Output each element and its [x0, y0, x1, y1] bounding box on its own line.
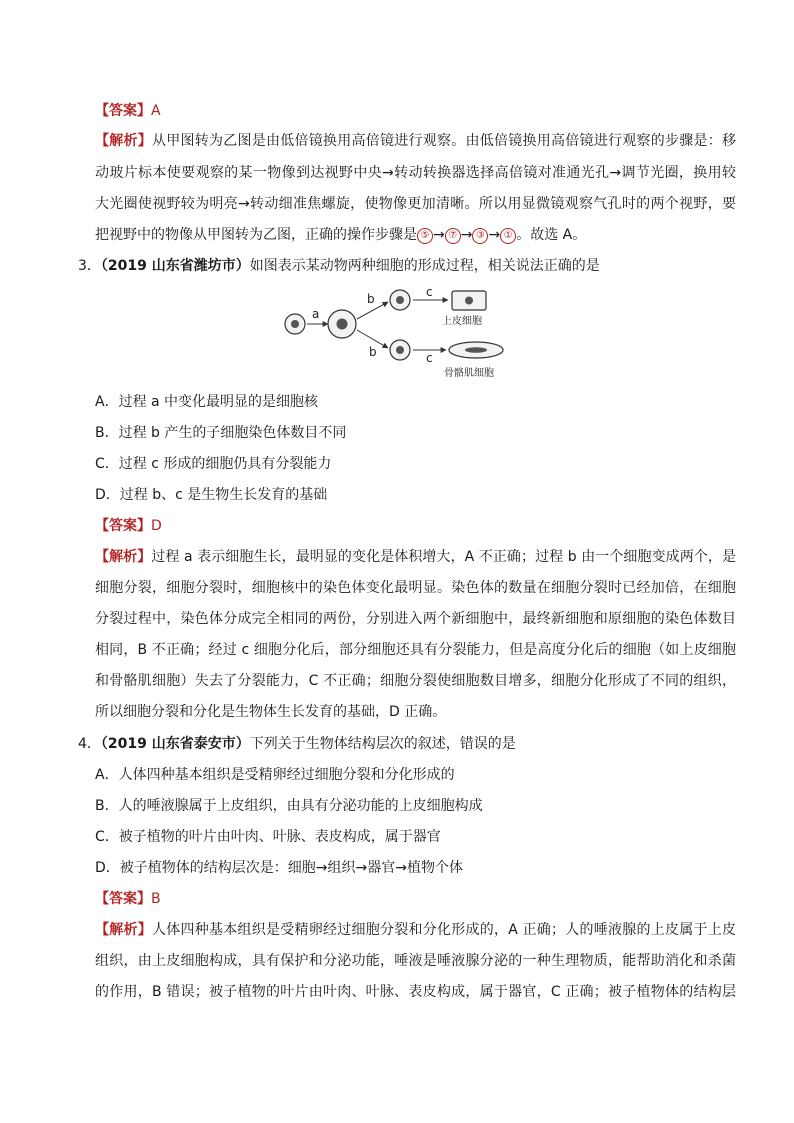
skeletal-muscle-cell [449, 342, 503, 358]
q4-option-d: D．被子植物体的结构层次是：细胞→组织→器官→植物个体 [95, 860, 463, 876]
q2-answer-line [95, 101, 736, 121]
analysis-label: 【解析】 [95, 549, 152, 565]
q3-option-a: A．过程 a 中变化最明显的是细胞核 [95, 394, 319, 410]
q3-option-d: D．过程 b、c 是生物生长发育的基础 [95, 487, 328, 503]
epithelial-cell-label: 上皮细胞 [442, 316, 482, 327]
q4-source: （2019 山东省泰安市） [100, 736, 250, 752]
q2-analysis-line-3: 大光圈使视野较为明亮→转动细准焦螺旋，使物像更加清晰。所以用显微镜观察气孔时的两个视野，要 [95, 196, 736, 212]
answer-label: 【答案】 [95, 891, 151, 907]
label-a: a [312, 307, 320, 321]
analysis-label: 【解析】 [95, 922, 152, 938]
q3-stem [78, 256, 736, 276]
answer-label: 【答案】 [95, 518, 151, 534]
q3-analysis-line-6: 所以细胞分裂和分化是生物体生长发育的基础，D 正确。 [95, 704, 447, 720]
q3-analysis-line-2: 细胞分裂，细胞分裂时，细胞核中的染色体变化最明显。染色体的数量在细胞分裂时已经加倍，在细胞 [95, 580, 736, 596]
q4-option-a: A．人体四种基本组织是受精卵经过细胞分裂和分化形成的 [95, 767, 455, 783]
daughter-cell-top [390, 290, 410, 310]
label-c-top: c [426, 286, 433, 299]
answer-label: 【答案】 [95, 103, 151, 119]
analysis-label: 【解析】 [95, 133, 152, 149]
q4-number: 4． [78, 736, 101, 752]
q4-option-c: C．被子植物的叶片由叶肉、叶脉、表皮构成，属于器官 [95, 829, 441, 845]
daughter-cell-bottom [390, 340, 410, 360]
q3-analysis-line-5: 和骨骼肌细胞）失去了分裂能力，C 不正确；细胞分裂使细胞数目增多，细胞分化形成了不同的组织， [95, 673, 736, 689]
q4-analysis-line-1: 【解析】人体四种基本组织是受精卵经过细胞分裂和分化形成的，A 正确；人的唾液腺的上皮属于上皮 [95, 922, 736, 938]
initial-cell [285, 314, 305, 334]
q3-analysis-line-1: 【解析】过程 a 表示细胞生长，最明显的变化是体积增大，A 不正确；过程 b 由一个细胞变成两个，是 [95, 549, 736, 565]
q3-number: 3． [78, 258, 101, 274]
q4-stem [78, 734, 736, 754]
q3-answer-line [95, 516, 736, 536]
q3-analysis-line-4: 相同，B 不正确；经过 c 细胞分化后，部分细胞还具有分裂能力，但是高度分化后的细胞（如上皮细胞 [95, 642, 736, 658]
q2-analysis-line-1: 【解析】从甲图转为乙图是由低倍镜换用高倍镜进行观察。由低倍镜换用高倍镜进行观察的步骤是：移 [95, 133, 736, 149]
q3-text: 如图表示某动物两种细胞的形成过程，相关说法正确的是 [249, 258, 600, 274]
q3-source: （2019 山东省潍坊市） [100, 258, 250, 274]
q4-option-b: B．人的唾液腺属于上皮组织，由具有分泌功能的上皮细胞构成 [95, 798, 483, 814]
q3-option-b: B．过程 b 产生的子细胞染色体数目不同 [95, 425, 347, 441]
q3-answer: D [151, 518, 162, 534]
q4-analysis-line-2: 组织，由上皮细胞构成，具有保护和分泌功能，唾液是唾液腺分泌的一种生理物质，能帮助消化和杀菌 [95, 953, 736, 969]
grown-cell [328, 310, 356, 338]
q4-answer-line [95, 889, 736, 909]
label-b-top: b [367, 292, 375, 306]
q4-text: 下列关于生物体结构层次的叙述，错误的是 [249, 736, 516, 752]
label-b-bottom: b [369, 345, 377, 359]
q3-option-c: C．过程 c 形成的细胞仍具有分裂能力 [95, 456, 332, 472]
skeletal-muscle-cell-label: 骨骼肌细胞 [444, 368, 494, 379]
q2-answer: A [151, 103, 161, 119]
cell-formation-diagram [280, 286, 520, 386]
q3-analysis-line-3: 分裂过程中，染色体分成完全相同的两份，分别进入两个新细胞中，最终新细胞和原细胞的染色体数目 [95, 611, 736, 627]
q4-analysis-line-3: 的作用，B 错误；被子植物的叶片由叶肉、叶脉、表皮构成，属于器官，C 正确；被子植物体的结构层 [95, 984, 736, 1000]
epithelial-cell [452, 291, 486, 310]
q2-analysis-line-4: 把视野中的物像从甲图转为乙图，正确的操作步骤是 ⑤ → ⑦ → ③ → ① 。故选 A。 [95, 227, 587, 243]
label-c-bottom: c [426, 351, 433, 365]
q4-answer: B [151, 891, 161, 907]
q2-analysis-line-2: 动玻片标本使要观察的某一物像到达视野中央→转动转换器选择高倍镜对准通光孔→调节光圈，换用较 [95, 165, 736, 181]
